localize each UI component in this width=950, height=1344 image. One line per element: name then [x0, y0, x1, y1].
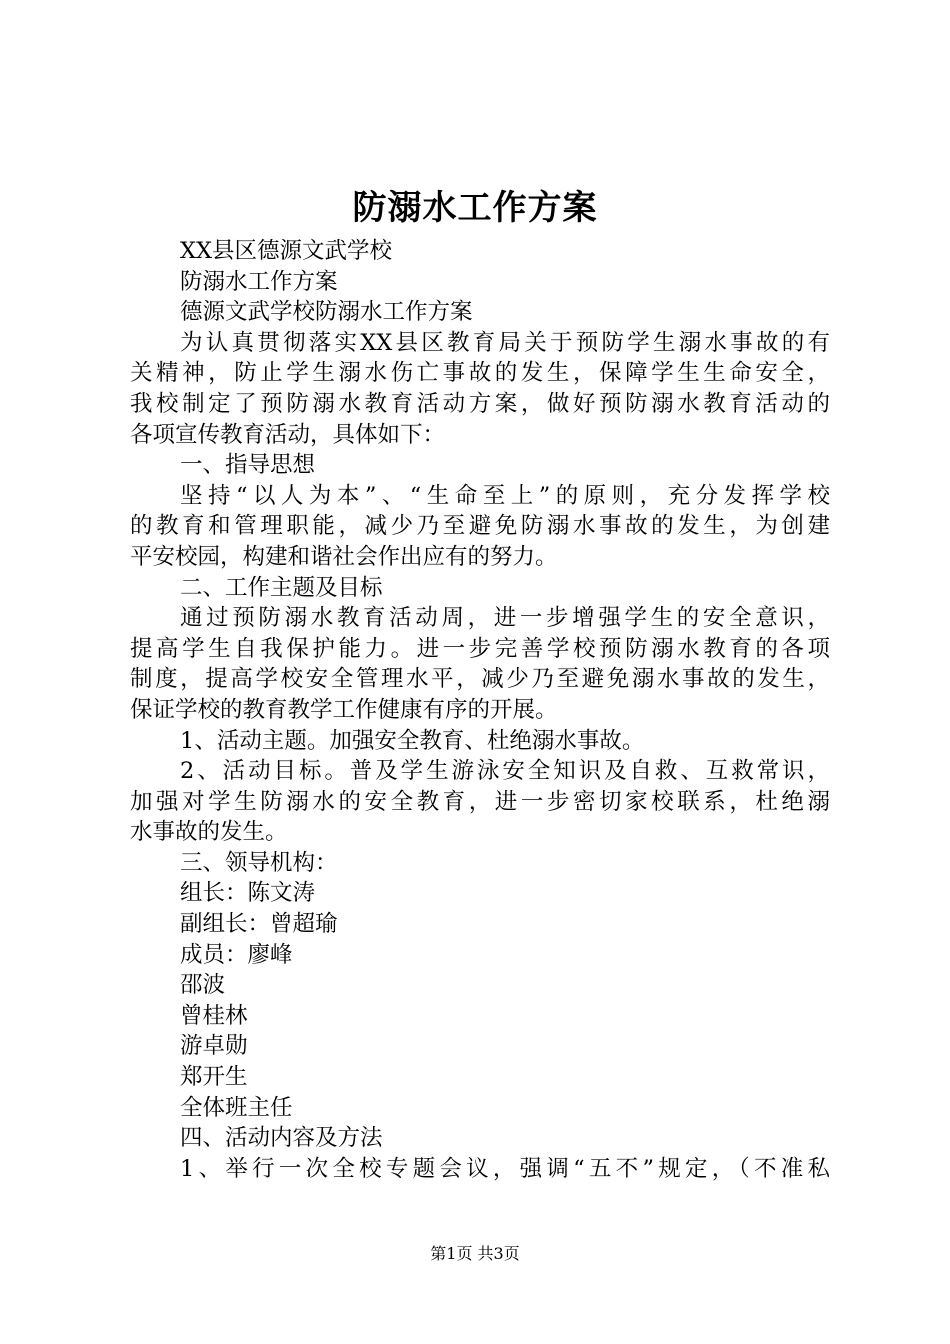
- text-line: 成员：廖峰: [180, 941, 293, 968]
- text-line: 二、工作主题及目标: [180, 574, 383, 601]
- text-line: 曾桂林: [180, 1002, 248, 1029]
- text-line: 平安校园，构建和谐社会作出应有的努力。: [130, 543, 558, 570]
- page-footer: 第1页 共3页: [430, 1244, 520, 1263]
- text-line: 我校制定了预防溺水教育活动方案，做好预防溺水教育活动的: [130, 390, 830, 417]
- text-line: 提高学生自我保护能力。进一步完善学校预防溺水教育的各项: [130, 635, 830, 662]
- text-line: 水事故的发生。: [130, 819, 288, 846]
- text-line: 1、活动主题。加强安全教育、杜绝溺水事故。: [180, 727, 645, 754]
- text-line: 三、领导机构：: [180, 849, 338, 876]
- text-line: 坚持“以人为本”、“生命至上”的原则，充分发挥学校: [180, 482, 830, 509]
- text-line: 四、活动内容及方法: [180, 1125, 383, 1152]
- text-line: 游卓勋: [180, 1033, 248, 1060]
- text-line: 1、举行一次全校专题会议，强调“五不”规定，（不准私: [180, 1155, 830, 1182]
- text-line: 通过预防溺水教育活动周，进一步增强学生的安全意识，: [180, 605, 830, 632]
- document-body: [130, 236, 830, 1184]
- text-line: 德源文武学校防溺水工作方案: [180, 299, 473, 326]
- text-line: 郑开生: [180, 1064, 248, 1091]
- text-line: 保证学校的教育教学工作健康有序的开展。: [130, 696, 558, 723]
- text-line: 的教育和管理职能，减少乃至避免防溺水事故的发生，为创建: [130, 513, 830, 540]
- text-line: 防溺水工作方案: [180, 268, 338, 295]
- document-title: 防溺水工作方案: [352, 188, 598, 228]
- text-line: 关精神，防止学生溺水伤亡事故的发生，保障学生生命安全，: [130, 360, 830, 387]
- text-line: 2、活动目标。普及学生游泳安全知识及自救、互救常识，: [180, 758, 830, 785]
- text-line: 组长：陈文涛: [180, 880, 316, 907]
- text-line: 副组长：曾超瑜: [180, 911, 338, 938]
- text-line: 各项宣传教育活动，具体如下：: [130, 421, 446, 448]
- text-line: 邵波: [180, 972, 226, 999]
- text-line: 制度，提高学校安全管理水平，减少乃至避免溺水事故的发生，: [130, 666, 830, 693]
- text-line: 全体班主任: [180, 1094, 293, 1121]
- text-line: 加强对学生防溺水的安全教育，进一步密切家校联系，杜绝溺: [130, 788, 830, 815]
- text-line: 为认真贯彻落实XX县区教育局关于预防学生溺水事故的有: [180, 329, 830, 356]
- text-line: XX县区德源文武学校: [180, 238, 393, 264]
- text-line: 一、指导思想: [180, 452, 316, 479]
